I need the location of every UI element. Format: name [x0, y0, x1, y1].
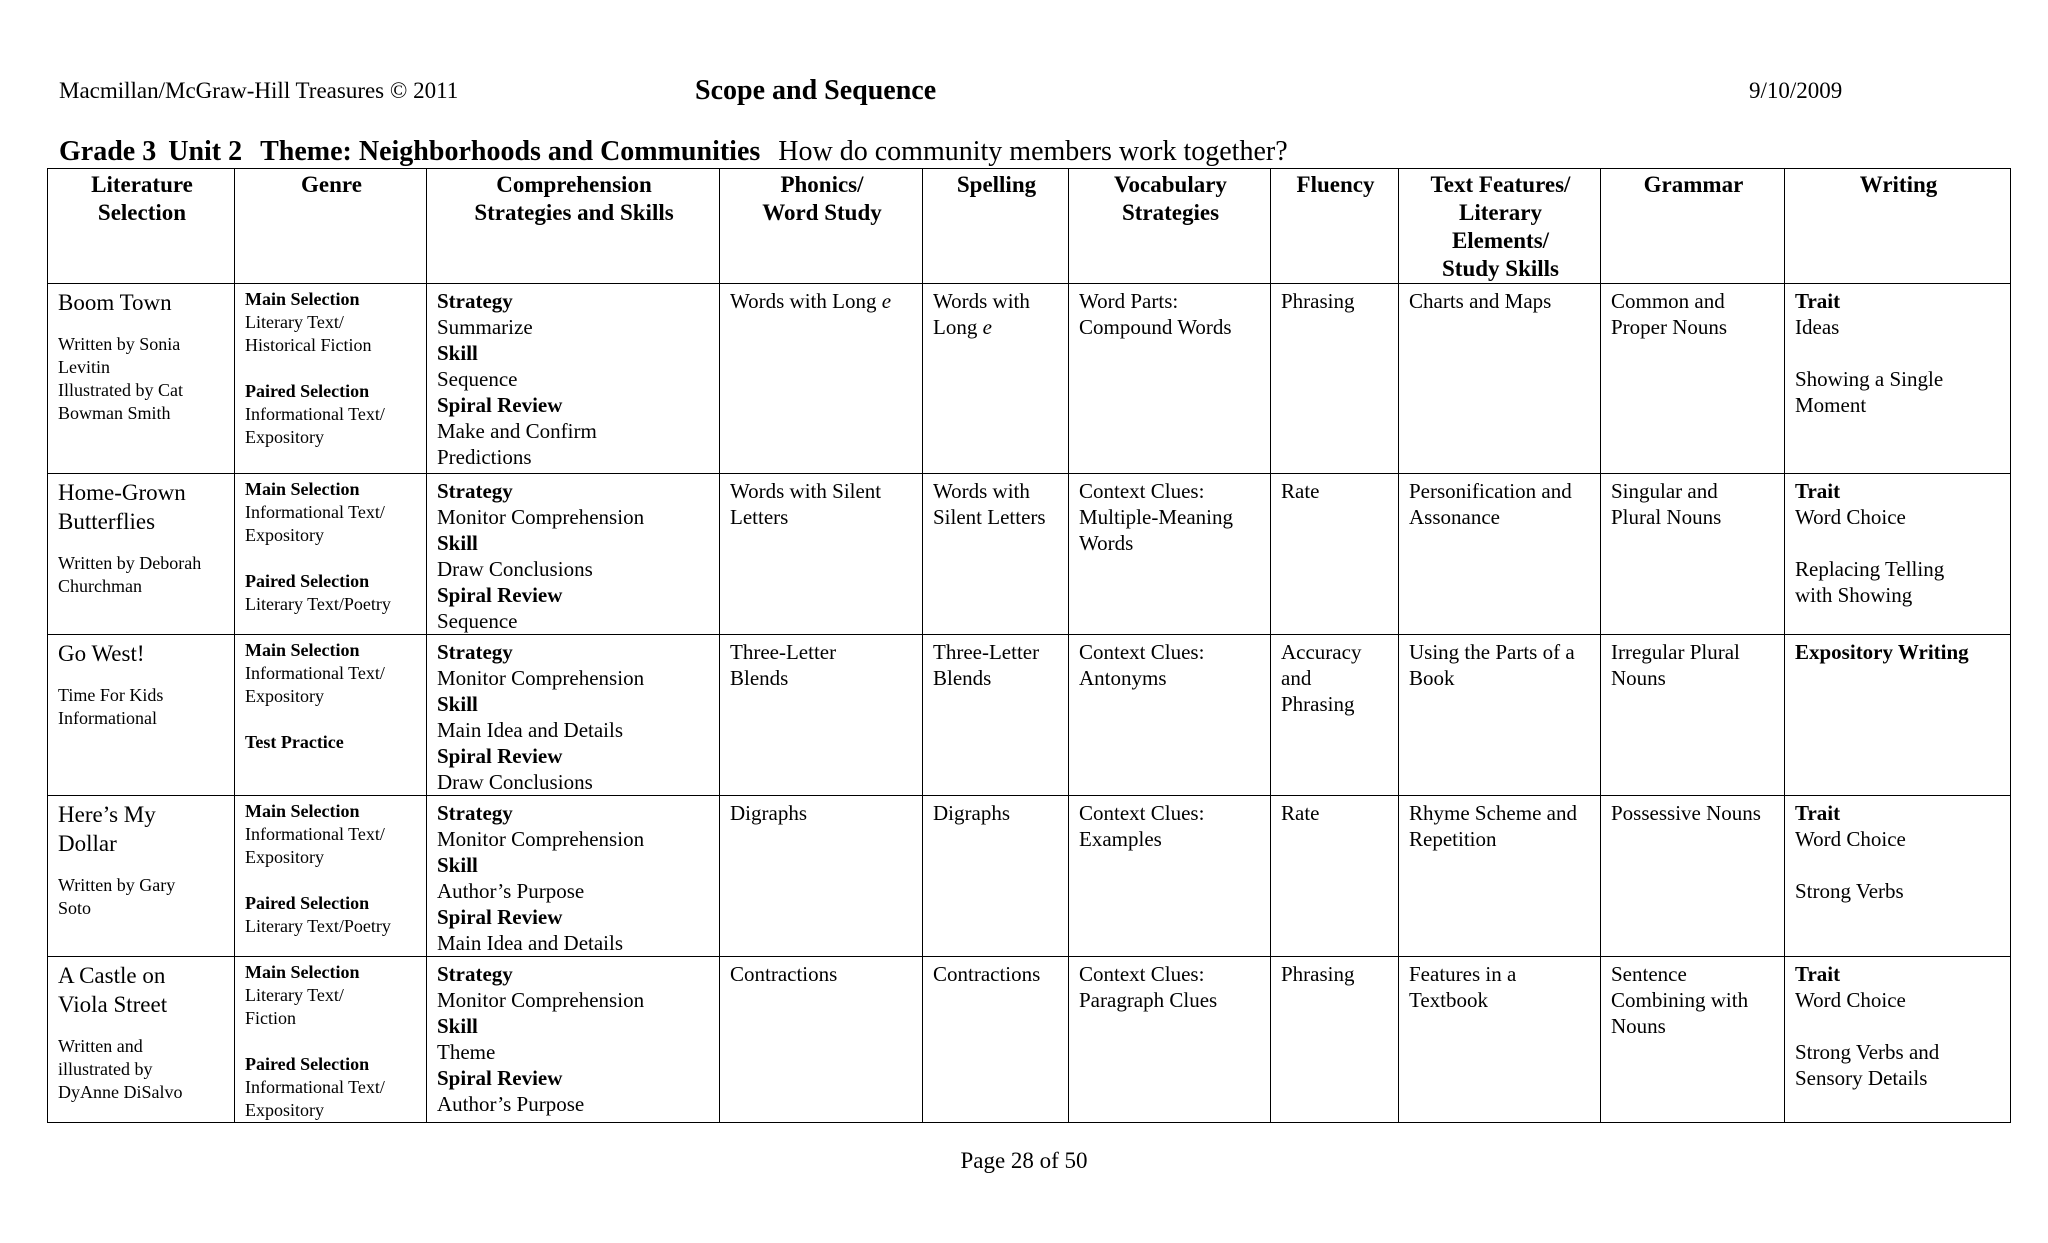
vocabulary-cell: Context Clues: Paragraph Clues	[1069, 957, 1271, 1123]
writing-cell: Trait Word Choice Strong Verbs and Sensory Details	[1785, 957, 2011, 1123]
fluency-cell: Phrasing	[1271, 284, 1399, 474]
header-writing: Writing	[1785, 169, 2011, 284]
theme-label: Theme: Neighborhoods and Communities	[260, 136, 761, 167]
grammar-cell: Singular and Plural Nouns	[1601, 474, 1785, 635]
table-header-row	[48, 169, 2011, 284]
publisher-text: Macmillan/McGraw-Hill Treasures © 2011	[59, 78, 459, 103]
genre-cell: Main Selection Literary Text/ Historical Fiction Paired Selection Informational Text/ Expository	[235, 284, 427, 474]
grammar-cell: Common and Proper Nouns	[1601, 284, 1785, 474]
comprehension-cell: Strategy Monitor Comprehension Skill Main Idea and Details Spiral Review Draw Conclusions	[427, 635, 720, 796]
spelling-cell: Contractions	[923, 957, 1069, 1123]
grammar-cell: Irregular Plural Nouns	[1601, 635, 1785, 796]
genre-cell: Main Selection Literary Text/ Fiction Paired Selection Informational Text/ Expository	[235, 957, 427, 1123]
writing-cell: Trait Word Choice Strong Verbs	[1785, 796, 2011, 957]
phonics-cell: Three-Letter Blends	[720, 635, 923, 796]
spelling-cell: Digraphs	[923, 796, 1069, 957]
fluency-cell: Rate	[1271, 796, 1399, 957]
grammar-cell: Sentence Combining with Nouns	[1601, 957, 1785, 1123]
text-features-cell: Using the Parts of a Book	[1399, 635, 1601, 796]
comprehension-cell: Strategy Monitor Comprehension Skill Author’s Purpose Spiral Review Main Idea and Details	[427, 796, 720, 957]
header-fluency: Fluency	[1271, 169, 1399, 284]
writing-cell: Trait Word Choice Replacing Telling with Showing	[1785, 474, 2011, 635]
grammar-cell: Possessive Nouns	[1601, 796, 1785, 957]
literature-cell: Here’s My Dollar Written by Gary Soto	[48, 796, 235, 957]
table-row	[48, 284, 2011, 474]
header-literature-selection: Literature Selection	[48, 169, 235, 284]
text-features-cell: Personification and Assonance	[1399, 474, 1601, 635]
fluency-cell: Rate	[1271, 474, 1399, 635]
scope-sequence-table	[47, 168, 2011, 1123]
header-grammar: Grammar	[1601, 169, 1785, 284]
genre-cell: Main Selection Informational Text/ Expository Paired Selection Literary Text/Poetry	[235, 474, 427, 635]
header-phonics: Phonics/ Word Study	[720, 169, 923, 284]
header-text-features: Text Features/ Literary Elements/ Study Skills	[1399, 169, 1601, 284]
spelling-cell: Three-Letter Blends	[923, 635, 1069, 796]
spelling-cell: Words with Long e	[923, 284, 1069, 474]
document-date: 9/10/2009	[1749, 78, 1843, 103]
literature-cell: A Castle on Viola Street Written and illustrated by DyAnne DiSalvo	[48, 957, 235, 1123]
grade-label: Grade 3	[59, 136, 157, 167]
table-row	[48, 957, 2011, 1123]
fluency-cell: Accuracy and Phrasing	[1271, 635, 1399, 796]
phonics-cell: Digraphs	[720, 796, 923, 957]
genre-cell: Main Selection Informational Text/ Expository Test Practice	[235, 635, 427, 796]
literature-cell: Home-Grown Butterflies Written by Deborah Churchman	[48, 474, 235, 635]
genre-cell: Main Selection Informational Text/ Expository Paired Selection Literary Text/Poetry	[235, 796, 427, 957]
comprehension-cell: Strategy Monitor Comprehension Skill Theme Spiral Review Author’s Purpose	[427, 957, 720, 1123]
writing-cell: Expository Writing	[1785, 635, 2011, 796]
literature-cell: Go West! Time For Kids Informational	[48, 635, 235, 796]
table-row	[48, 796, 2011, 957]
comprehension-cell: Strategy Summarize Skill Sequence Spiral Review Make and Confirm Predictions	[427, 284, 720, 474]
spelling-cell: Words with Silent Letters	[923, 474, 1069, 635]
phonics-cell: Words with Silent Letters	[720, 474, 923, 635]
phonics-cell: Contractions	[720, 957, 923, 1123]
writing-cell: Trait Ideas Showing a Single Moment	[1785, 284, 2011, 474]
header-vocabulary: Vocabulary Strategies	[1069, 169, 1271, 284]
table-row	[48, 474, 2011, 635]
vocabulary-cell: Context Clues: Examples	[1069, 796, 1271, 957]
header-spelling: Spelling	[923, 169, 1069, 284]
text-features-cell: Features in a Textbook	[1399, 957, 1601, 1123]
fluency-cell: Phrasing	[1271, 957, 1399, 1123]
unit-heading	[59, 136, 1288, 168]
page-number: Page 28 of 50	[960, 1148, 1088, 1173]
document-title: Scope and Sequence	[695, 75, 937, 106]
comprehension-cell: Strategy Monitor Comprehension Skill Draw Conclusions Spiral Review Sequence	[427, 474, 720, 635]
table-row	[48, 635, 2011, 796]
literature-cell: Boom Town Written by Sonia Levitin Illustrated by Cat Bowman Smith	[48, 284, 235, 474]
unit-label: Unit 2	[168, 136, 243, 167]
vocabulary-cell: Word Parts: Compound Words	[1069, 284, 1271, 474]
header-genre: Genre	[235, 169, 427, 284]
vocabulary-cell: Context Clues: Multiple-Meaning Words	[1069, 474, 1271, 635]
phonics-cell: Words with Long e	[720, 284, 923, 474]
vocabulary-cell: Context Clues: Antonyms	[1069, 635, 1271, 796]
theme-question: How do community members work together?	[778, 136, 1288, 167]
text-features-cell: Charts and Maps	[1399, 284, 1601, 474]
text-features-cell: Rhyme Scheme and Repetition	[1399, 796, 1601, 957]
header-comprehension: Comprehension Strategies and Skills	[427, 169, 720, 284]
